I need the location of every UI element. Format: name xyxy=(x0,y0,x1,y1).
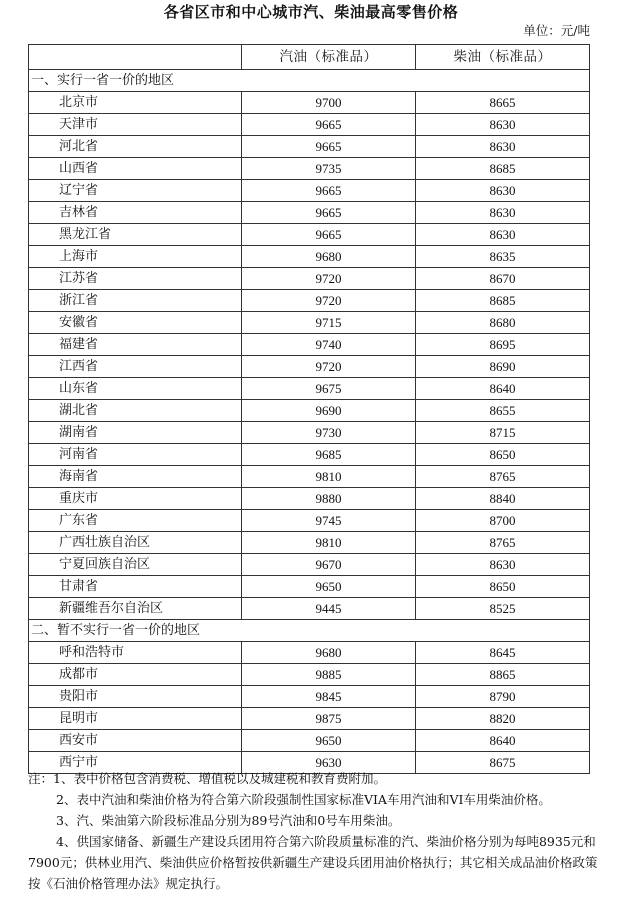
table-row xyxy=(29,400,590,422)
table-row xyxy=(29,686,590,708)
region-name: 西安市 xyxy=(29,730,242,752)
diesel-price: 8525 xyxy=(416,598,590,620)
section-row xyxy=(29,620,590,642)
note-3: 3、汽、柴油第六阶段标准品分别为89号汽油和0号车用柴油。 xyxy=(56,813,401,828)
table-row xyxy=(29,268,590,290)
region-name: 广西壮族自治区 xyxy=(29,532,242,554)
diesel-price: 8700 xyxy=(416,510,590,532)
table-row xyxy=(29,554,590,576)
region-name: 宁夏回族自治区 xyxy=(29,554,242,576)
region-name: 北京市 xyxy=(29,92,242,114)
region-name: 辽宁省 xyxy=(29,180,242,202)
table-row xyxy=(29,422,590,444)
diesel-price: 8675 xyxy=(416,752,590,774)
table-row xyxy=(29,598,590,620)
header-gasoline: 汽油（标准品） xyxy=(242,45,416,70)
price-table xyxy=(28,44,590,774)
table-row xyxy=(29,378,590,400)
region-name: 甘肃省 xyxy=(29,576,242,598)
diesel-price: 8695 xyxy=(416,334,590,356)
diesel-price: 8635 xyxy=(416,246,590,268)
diesel-price: 8630 xyxy=(416,224,590,246)
table-row xyxy=(29,92,590,114)
table-row xyxy=(29,664,590,686)
gasoline-price: 9690 xyxy=(242,400,416,422)
table-row xyxy=(29,356,590,378)
gasoline-price: 9675 xyxy=(242,378,416,400)
gasoline-price: 9650 xyxy=(242,576,416,598)
region-name: 山西省 xyxy=(29,158,242,180)
diesel-price: 8840 xyxy=(416,488,590,510)
region-name: 浙江省 xyxy=(29,290,242,312)
gasoline-price: 9875 xyxy=(242,708,416,730)
gasoline-price: 9700 xyxy=(242,92,416,114)
region-name: 呼和浩特市 xyxy=(29,642,242,664)
table-row xyxy=(29,730,590,752)
diesel-price: 8630 xyxy=(416,114,590,136)
gasoline-price: 9720 xyxy=(242,268,416,290)
unit-label: 单位：元/吨 xyxy=(523,23,590,38)
section-row xyxy=(29,70,590,92)
region-name: 昆明市 xyxy=(29,708,242,730)
gasoline-price: 9720 xyxy=(242,356,416,378)
diesel-price: 8680 xyxy=(416,312,590,334)
diesel-price: 8665 xyxy=(416,92,590,114)
region-name: 福建省 xyxy=(29,334,242,356)
region-name: 海南省 xyxy=(29,466,242,488)
gasoline-price: 9810 xyxy=(242,532,416,554)
section-title: 一、实行一省一价的地区 xyxy=(29,70,590,92)
diesel-price: 8690 xyxy=(416,356,590,378)
gasoline-price: 9845 xyxy=(242,686,416,708)
table-row xyxy=(29,708,590,730)
table-row xyxy=(29,158,590,180)
region-name: 安徽省 xyxy=(29,312,242,334)
diesel-price: 8765 xyxy=(416,532,590,554)
gasoline-price: 9665 xyxy=(242,202,416,224)
region-name: 成都市 xyxy=(29,664,242,686)
diesel-price: 8685 xyxy=(416,158,590,180)
table-header-row xyxy=(29,45,590,70)
region-name: 广东省 xyxy=(29,510,242,532)
diesel-price: 8865 xyxy=(416,664,590,686)
note-1: 注：1、表中价格包含消费税、增值税以及城建税和教育费附加。 xyxy=(28,771,386,786)
region-name: 江西省 xyxy=(29,356,242,378)
table-row xyxy=(29,114,590,136)
diesel-price: 8790 xyxy=(416,686,590,708)
table-row xyxy=(29,488,590,510)
table-row xyxy=(29,532,590,554)
table-row xyxy=(29,246,590,268)
region-name: 贵阳市 xyxy=(29,686,242,708)
gasoline-price: 9745 xyxy=(242,510,416,532)
note-4: 4、供国家储备、新疆生产建设兵团用符合第六阶段质量标准的汽、柴油价格分别为每吨8935元和7900元；供林业用汽、柴油供应价格暂按供新疆生产建设兵团用油价格执行；其它相关成品油价格政策按《石油价格管理办法》规定执行。 xyxy=(28,834,598,891)
table-row xyxy=(29,334,590,356)
gasoline-price: 9810 xyxy=(242,466,416,488)
diesel-price: 8650 xyxy=(416,444,590,466)
table-row xyxy=(29,290,590,312)
gasoline-price: 9665 xyxy=(242,114,416,136)
gasoline-price: 9680 xyxy=(242,246,416,268)
diesel-price: 8630 xyxy=(416,554,590,576)
gasoline-price: 9880 xyxy=(242,488,416,510)
region-name: 河南省 xyxy=(29,444,242,466)
region-name: 山东省 xyxy=(29,378,242,400)
table-row xyxy=(29,642,590,664)
gasoline-price: 9665 xyxy=(242,136,416,158)
region-name: 新疆维吾尔自治区 xyxy=(29,598,242,620)
section-title: 二、暂不实行一省一价的地区 xyxy=(29,620,590,642)
diesel-price: 8645 xyxy=(416,642,590,664)
diesel-price: 8630 xyxy=(416,180,590,202)
notes xyxy=(28,768,600,894)
gasoline-price: 9715 xyxy=(242,312,416,334)
table-row xyxy=(29,202,590,224)
diesel-price: 8685 xyxy=(416,290,590,312)
gasoline-price: 9740 xyxy=(242,334,416,356)
gasoline-price: 9670 xyxy=(242,554,416,576)
gasoline-price: 9685 xyxy=(242,444,416,466)
table-row xyxy=(29,444,590,466)
region-name: 黑龙江省 xyxy=(29,224,242,246)
table-row xyxy=(29,224,590,246)
region-name: 吉林省 xyxy=(29,202,242,224)
gasoline-price: 9720 xyxy=(242,290,416,312)
gasoline-price: 9665 xyxy=(242,224,416,246)
table-row xyxy=(29,466,590,488)
gasoline-price: 9735 xyxy=(242,158,416,180)
gasoline-price: 9630 xyxy=(242,752,416,774)
gasoline-price: 9665 xyxy=(242,180,416,202)
diesel-price: 8630 xyxy=(416,202,590,224)
gasoline-price: 9445 xyxy=(242,598,416,620)
region-name: 上海市 xyxy=(29,246,242,268)
gasoline-price: 9680 xyxy=(242,642,416,664)
region-name: 天津市 xyxy=(29,114,242,136)
diesel-price: 8655 xyxy=(416,400,590,422)
table-row xyxy=(29,576,590,598)
header-diesel: 柴油（标准品） xyxy=(416,45,590,70)
diesel-price: 8640 xyxy=(416,378,590,400)
diesel-price: 8670 xyxy=(416,268,590,290)
diesel-price: 8765 xyxy=(416,466,590,488)
table-row xyxy=(29,510,590,532)
gasoline-price: 9730 xyxy=(242,422,416,444)
header-region xyxy=(29,45,242,70)
table-body xyxy=(29,70,590,774)
diesel-price: 8640 xyxy=(416,730,590,752)
gasoline-price: 9885 xyxy=(242,664,416,686)
region-name: 重庆市 xyxy=(29,488,242,510)
note-2: 2、表中汽油和柴油价格为符合第六阶段强制性国家标准VIA车用汽油和VI车用柴油价格。 xyxy=(56,792,551,807)
gasoline-price: 9650 xyxy=(242,730,416,752)
table-row xyxy=(29,312,590,334)
document-title: 各省区市和中心城市汽、柴油最高零售价格 xyxy=(163,3,459,21)
region-name: 湖南省 xyxy=(29,422,242,444)
table-row xyxy=(29,180,590,202)
region-name: 西宁市 xyxy=(29,752,242,774)
region-name: 河北省 xyxy=(29,136,242,158)
diesel-price: 8715 xyxy=(416,422,590,444)
table-row xyxy=(29,136,590,158)
region-name: 江苏省 xyxy=(29,268,242,290)
diesel-price: 8650 xyxy=(416,576,590,598)
region-name: 湖北省 xyxy=(29,400,242,422)
diesel-price: 8820 xyxy=(416,708,590,730)
diesel-price: 8630 xyxy=(416,136,590,158)
